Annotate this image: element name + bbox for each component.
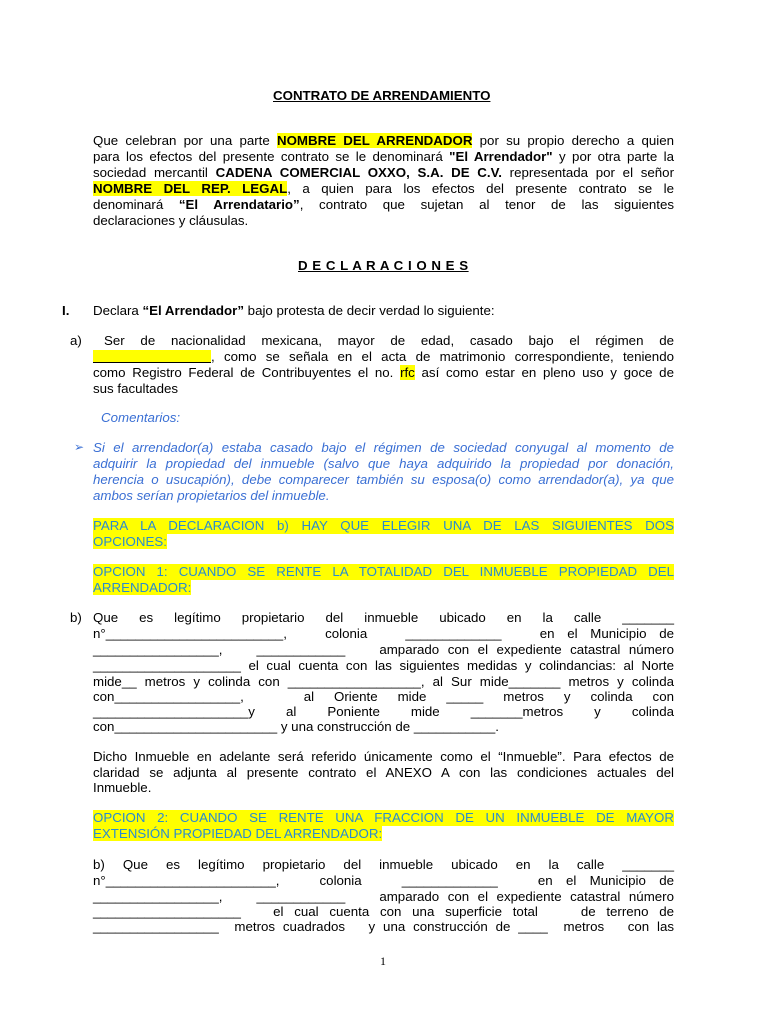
- declaraciones-heading: D E C L A R A C I O N E S: [298, 258, 469, 273]
- item-b-line-7: _____________________y al Poniente mide _______metros y colinda: [93, 704, 674, 719]
- para-declaracion-line-2: [93, 534, 167, 550]
- intro-text: y por otra parte la: [552, 149, 675, 164]
- item-b2-line-2: n°_______________________, colonia _____________ en el Municipio de: [93, 873, 674, 888]
- arrendador-name-placeholder: NOMBRE DEL ARRENDADOR: [276, 133, 473, 148]
- section-number: I.: [62, 303, 70, 318]
- company-name: CADENA COMERCIAL OXXO, S.A. DE C.V.: [215, 165, 502, 180]
- item-b-line-6: con_________________, al Oriente mide _____ metros y colinda con: [93, 689, 674, 704]
- dicho-line-1: Dicho Inmueble en adelante será referido únicamente como el “Inmueble”. Para efectos de: [93, 749, 674, 764]
- item-a-line-4: sus facultades: [93, 381, 179, 396]
- item-b-line-5: mide__ metros y colinda con __________________, al Sur mide_______ metros y colinda: [93, 674, 674, 689]
- para-declaracion-line-1: [93, 518, 674, 534]
- opcion-2-text: OPCION 2: CUANDO SE RENTE UNA FRACCION DE UN INMUEBLE DE MAYOR: [93, 810, 674, 825]
- intro-line-1: [93, 133, 674, 149]
- intro-text: representada por el señor: [501, 165, 675, 180]
- comment-line-1: Si el arrendador(a) estaba casado bajo el régimen de sociedad conyugal al momento de: [93, 440, 674, 455]
- rep-legal-placeholder: NOMBRE DEL REP. LEGAL: [93, 181, 288, 196]
- item-b-line-1: Que es legítimo propietario del inmueble ubicado en la calle _______: [93, 610, 674, 625]
- opcion-2-text: EXTENSIÓN PROPIEDAD DEL ARRENDADOR:: [93, 826, 383, 841]
- item-b-line-8: con______________________ y una construcción de ___________.: [93, 719, 499, 734]
- intro-text: por su propio derecho a quien: [472, 133, 674, 148]
- section-text: Declara: [93, 303, 143, 318]
- opcion-1-line-2: [93, 580, 191, 596]
- intro-line-4: [93, 181, 674, 197]
- intro-line-5: [93, 197, 674, 213]
- item-b2-line-1: b) Que es legítimo propietario del inmueble ubicado en la calle _______: [93, 857, 674, 872]
- section-text: bajo protesta de decir verdad lo siguiente:: [243, 303, 495, 318]
- para-declaracion-text: PARA LA DECLARACION b) HAY QUE ELEGIR UNA DE LAS SIGUIENTES DOS: [93, 518, 674, 533]
- arrow-bullet-icon: ➢: [74, 440, 85, 454]
- intro-text: sociedad mercantil: [93, 165, 216, 180]
- item-b2-line-3: _________________, ____________ amparado con el expediente catastral número: [93, 889, 674, 904]
- document-title: CONTRATO DE ARRENDAMIENTO: [273, 88, 491, 103]
- intro-line-2: [93, 149, 674, 165]
- regimen-blank: [93, 350, 211, 363]
- item-a-line-3: [93, 365, 674, 381]
- item-b-line-2: n°________________________, colonia _____________ en el Municipio de: [93, 626, 674, 641]
- item-a-text: como Registro Federal de Contribuyentes el no.: [93, 365, 401, 380]
- para-declaracion-text: OPCIONES:: [93, 534, 167, 549]
- item-a-line-1: Ser de nacionalidad mexicana, mayor de edad, casado bajo el régimen de: [104, 333, 674, 348]
- intro-text: para los efectos del presente contrato se le denominará: [93, 149, 450, 164]
- comment-line-3: herencia o usucapión), debe comparecer también su esposa(o) como arrendador(a), ya que: [93, 472, 674, 487]
- item-b-line-3: _________________, ____________ amparado con el expediente catastral número: [93, 642, 674, 657]
- dicho-line-2: claridad se adjunta al presente contrato el ANEXO A con las condiciones actuales del: [93, 765, 674, 780]
- opcion-2-line-1: [93, 810, 674, 826]
- item-a-text: , como se señala en el acta de matrimonio correspondiente, teniendo: [211, 349, 674, 364]
- page-number: 1: [380, 954, 386, 968]
- arrendatario-label: “El Arrendatario”: [178, 197, 300, 212]
- opcion-1-text: ARRENDADOR:: [93, 580, 192, 595]
- item-b-line-4: ____________________ el cual cuenta con las siguientes medidas y colindancias: al Norte: [93, 658, 674, 673]
- intro-text: , a quien para los efectos del presente contrato se le: [287, 181, 674, 196]
- opcion-1-line-1: [93, 564, 674, 580]
- arrendador-label: "El Arrendador": [449, 149, 553, 164]
- arrendador-label: “El Arrendador”: [142, 303, 244, 318]
- comentarios-label: Comentarios:: [101, 410, 181, 425]
- rfc-placeholder: rfc: [400, 365, 415, 380]
- item-a-marker: a): [70, 333, 82, 348]
- item-b-marker: b): [70, 610, 82, 625]
- comment-line-4: ambos serían propietarios del inmueble.: [93, 488, 330, 503]
- dicho-line-3: Inmueble.: [93, 780, 152, 795]
- intro-line-6: declaraciones y cláusulas.: [93, 213, 249, 228]
- intro-text: denominará: [93, 197, 179, 212]
- opcion-2-line-2: [93, 826, 382, 842]
- item-a-line-2: [93, 349, 674, 365]
- item-b2-line-4: ____________________ el cual cuenta con una superficie total de terreno de: [93, 904, 674, 919]
- intro-text: , contrato que sujetan al tenor de las siguientes: [299, 197, 674, 212]
- intro-line-3: [93, 165, 674, 181]
- comment-line-2: adquirir la propiedad del inmueble (salvo que haya adquirido la propiedad por donación,: [93, 456, 674, 471]
- item-b2-line-5: _________________ metros cuadrados y una construcción de ____ metros con las: [93, 919, 674, 934]
- opcion-1-text: OPCION 1: CUANDO SE RENTE LA TOTALIDAD DEL INMUEBLE PROPIEDAD DEL: [93, 564, 674, 579]
- item-a-text: así como estar en pleno uso y goce de: [414, 365, 674, 380]
- section-1-heading: [93, 303, 495, 319]
- intro-text: Que celebran por una parte: [93, 133, 277, 148]
